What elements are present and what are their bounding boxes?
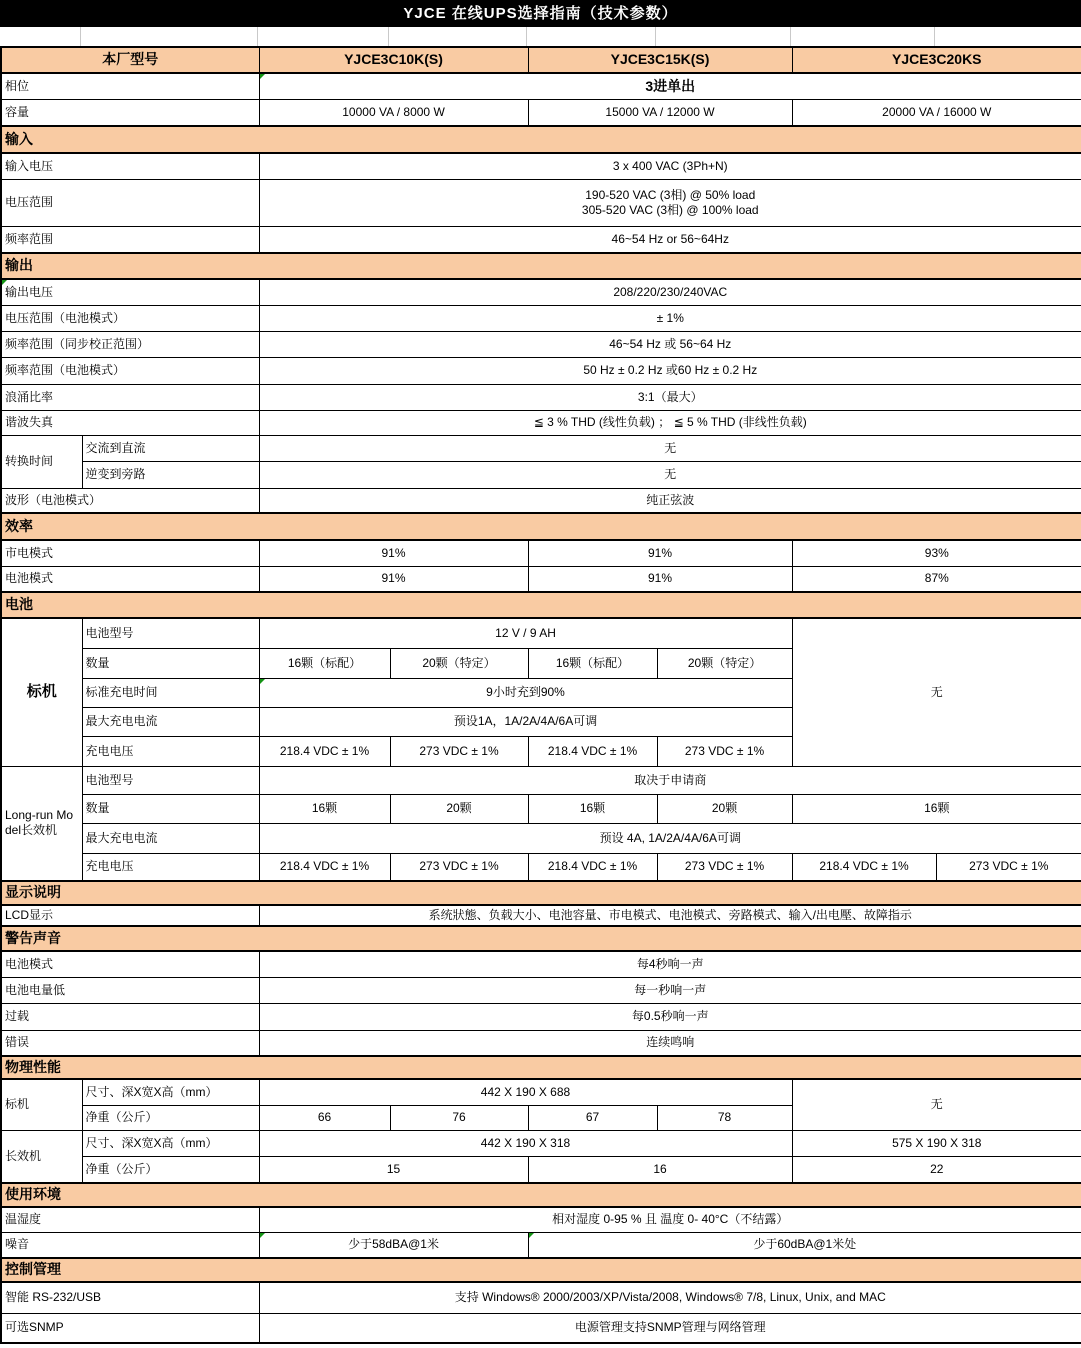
battery-std-qty-4: 20颗（特定） [657, 648, 792, 678]
battery-lr-cv-4: 273 VDC ± 1% [657, 853, 792, 881]
row-temp-humidity [1, 1207, 1081, 1232]
transfer-sub2-value: 无 [259, 461, 1081, 488]
physical-std-dim-value: 442 X 190 X 688 [259, 1079, 792, 1105]
efficiency-batt-1: 91% [259, 566, 528, 592]
header-model-3: YJCE3C20KS [792, 47, 1081, 73]
row-battery-std-type [1, 618, 1081, 648]
capacity-value-1: 10000 VA / 8000 W [259, 99, 528, 126]
alarm-fault-value: 连续鸣响 [259, 1030, 1081, 1056]
row-output-frequency-batt [1, 357, 1081, 384]
output-vrange-value: ± 1% [259, 305, 1081, 331]
grid-line [388, 27, 389, 46]
cell-flag-icon [529, 1233, 534, 1238]
ups-spec-table [0, 46, 1081, 1344]
alarm-batt-label: 电池模式 [1, 951, 259, 977]
cell-flag-icon [260, 679, 265, 684]
input-voltage-range-value [259, 179, 1081, 226]
physical-lr-weight-3: 22 [792, 1156, 1081, 1183]
row-rs232 [1, 1282, 1081, 1313]
battery-lr-type-label: 电池型号 [82, 766, 259, 794]
snmp-label: 可选SNMP [1, 1313, 259, 1343]
section-input: 输入 [1, 126, 1081, 153]
row-physical-std-dim [1, 1079, 1081, 1105]
output-frange-sync-value: 46~54 Hz 或 56~64 Hz [259, 331, 1081, 357]
efficiency-ac-3: 93% [792, 540, 1081, 566]
battery-std-charge-current-label: 最大充电电流 [82, 707, 259, 736]
transfer-sub2-label: 逆变到旁路 [82, 461, 259, 488]
battery-lr-qty-2: 20颗 [390, 794, 528, 823]
battery-std-cv-2: 273 VDC ± 1% [390, 736, 528, 766]
row-alarm-overload [1, 1003, 1081, 1030]
battery-std-type-value: 12 V / 9 AH [259, 618, 792, 648]
header-model-2: YJCE3C15K(S) [528, 47, 792, 73]
rs232-label: 智能 RS-232/USB [1, 1282, 259, 1313]
surge-label: 浪涌比率 [1, 384, 259, 410]
physical-lr-dim-value: 442 X 190 X 318 [259, 1130, 792, 1156]
section-row-physical [1, 1056, 1081, 1079]
battery-std-type-label: 电池型号 [82, 618, 259, 648]
row-physical-lr-weight [1, 1156, 1081, 1183]
input-frequency-label: 频率范围 [1, 226, 259, 253]
section-efficiency: 效率 [1, 513, 1081, 540]
battery-lr-qty-3: 16颗 [528, 794, 657, 823]
battery-lr-charge-current-label: 最大充电电流 [82, 823, 259, 853]
output-vrange-label: 电压范围（电池模式） [1, 305, 259, 331]
alarm-low-label: 电池电量低 [1, 977, 259, 1003]
page-title: YJCE 在线UPS选择指南（技术参数） [0, 0, 1081, 27]
table-header-row [1, 47, 1081, 73]
efficiency-batt-label: 电池模式 [1, 566, 259, 592]
header-model-label: 本厂型号 [1, 47, 259, 73]
output-frange-sync-label: 频率范围（同步校正范围） [1, 331, 259, 357]
section-management: 控制管理 [1, 1258, 1081, 1282]
physical-lr-dim-label: 尺寸、深X宽X高（mm） [82, 1130, 259, 1156]
row-alarm-batt [1, 951, 1081, 977]
physical-std-weight-3: 67 [528, 1105, 657, 1130]
row-transfer-ac-dc [1, 435, 1081, 461]
physical-std-weight-4: 78 [657, 1105, 792, 1130]
section-row-display [1, 881, 1081, 905]
noise-value-2: 少于60dBA@1米处 [528, 1232, 1081, 1258]
temp-humidity-label: 温湿度 [1, 1207, 259, 1232]
section-row-efficiency [1, 513, 1081, 540]
grid-line [934, 27, 935, 46]
cell-flag-icon [260, 74, 265, 79]
grid-line [257, 27, 258, 46]
efficiency-ac-2: 91% [528, 540, 792, 566]
row-alarm-fault [1, 1030, 1081, 1056]
physical-std-group-label: 标机 [1, 1079, 82, 1130]
alarm-low-value: 每一秒响一声 [259, 977, 1081, 1003]
battery-std-qty-3: 16颗（标配） [528, 648, 657, 678]
battery-std-none: 无 [792, 618, 1081, 766]
row-lcd [1, 905, 1081, 926]
row-efficiency-batt [1, 566, 1081, 592]
section-physical: 物理性能 [1, 1056, 1081, 1079]
efficiency-ac-1: 91% [259, 540, 528, 566]
efficiency-ac-label: 市电模式 [1, 540, 259, 566]
battery-longrun-group-label: Long-run Model长效机 [1, 766, 82, 881]
grid-line [655, 27, 656, 46]
battery-lr-cv-2: 273 VDC ± 1% [390, 853, 528, 881]
surge-value: 3:1（最大） [259, 384, 1081, 410]
thd-value: ≦ 3 % THD (线性负载) ； ≦ 5 % THD (非线性负载) [259, 410, 1081, 435]
input-voltage-value: 3 x 400 VAC (3Ph+N) [259, 153, 1081, 179]
thd-label: 谐波失真 [1, 410, 259, 435]
section-row-input [1, 126, 1081, 153]
physical-std-weight-2: 76 [390, 1105, 528, 1130]
section-alarm: 警告声音 [1, 926, 1081, 951]
alarm-fault-label: 错误 [1, 1030, 259, 1056]
battery-lr-cv-5: 218.4 VDC ± 1% [792, 853, 936, 881]
section-display: 显示说明 [1, 881, 1081, 905]
capacity-label: 容量 [1, 99, 259, 126]
grid-line [790, 27, 791, 46]
battery-lr-qty-4: 20颗 [657, 794, 792, 823]
output-voltage-label: 输出电压 [1, 279, 259, 305]
row-input-frequency-range [1, 226, 1081, 253]
transfer-sub1-value: 无 [259, 435, 1081, 461]
alarm-overload-label: 过载 [1, 1003, 259, 1030]
battery-std-cv-4: 273 VDC ± 1% [657, 736, 792, 766]
physical-lr-weight-label: 净重（公斤） [82, 1156, 259, 1183]
physical-lr-dim-value-3: 575 X 190 X 318 [792, 1130, 1081, 1156]
row-thd [1, 410, 1081, 435]
battery-std-qty-2: 20颗（特定） [390, 648, 528, 678]
row-transfer-inv-bypass [1, 461, 1081, 488]
section-row-environment [1, 1183, 1081, 1207]
cell-flag-icon [2, 280, 7, 285]
row-capacity [1, 99, 1081, 126]
noise-label: 噪音 [1, 1232, 259, 1258]
row-waveform [1, 488, 1081, 513]
transfer-sub1-label: 交流到直流 [82, 435, 259, 461]
row-output-voltage-range [1, 305, 1081, 331]
battery-lr-cv-3: 218.4 VDC ± 1% [528, 853, 657, 881]
physical-std-weight-label: 净重（公斤） [82, 1105, 259, 1130]
physical-lr-weight-2: 16 [528, 1156, 792, 1183]
physical-lr-weight-1: 15 [259, 1156, 528, 1183]
section-row-output [1, 253, 1081, 279]
efficiency-batt-3: 87% [792, 566, 1081, 592]
section-output: 输出 [1, 253, 1081, 279]
battery-std-charge-time-value: 9小时充到90% [259, 678, 792, 707]
capacity-value-2: 15000 VA / 12000 W [528, 99, 792, 126]
row-battery-lr-charge-current [1, 823, 1081, 853]
temp-humidity-value: 相对湿度 0-95 % 且 温度 0- 40°C（不结露） [259, 1207, 1081, 1232]
physical-std-none: 无 [792, 1079, 1081, 1130]
battery-std-cv-3: 218.4 VDC ± 1% [528, 736, 657, 766]
transfer-time-label: 转换时间 [1, 435, 82, 488]
row-efficiency-ac [1, 540, 1081, 566]
row-input-voltage [1, 153, 1081, 179]
snmp-value: 电源管理支持SNMP管理与网络管理 [259, 1313, 1081, 1343]
section-battery: 电池 [1, 592, 1081, 618]
row-battery-lr-type [1, 766, 1081, 794]
input-range-line2: 305-520 VAC (3相) @ 100% load [581, 202, 759, 217]
rs232-value: 支持 Windows® 2000/2003/XP/Vista/2008, Windows® 7/8, Linux, Unix, and MAC [259, 1282, 1081, 1313]
row-output-frequency-sync [1, 331, 1081, 357]
row-output-voltage [1, 279, 1081, 305]
battery-lr-charge-current-value: 预设 4A, 1A/2A/4A/6A可调 [259, 823, 1081, 853]
grid-line [526, 27, 527, 46]
alarm-overload-value: 每0.5秒响一声 [259, 1003, 1081, 1030]
row-phase [1, 73, 1081, 99]
header-model-1: YJCE3C10K(S) [259, 47, 528, 73]
section-row-alarm [1, 926, 1081, 951]
efficiency-batt-2: 91% [528, 566, 792, 592]
battery-lr-qty-1: 16颗 [259, 794, 390, 823]
physical-lr-group-label: 长效机 [1, 1130, 82, 1183]
cell-flag-icon [260, 1233, 265, 1238]
battery-lr-qty-label: 数量 [82, 794, 259, 823]
section-row-battery [1, 592, 1081, 618]
output-frange-batt-value: 50 Hz ± 0.2 Hz 或60 Hz ± 0.2 Hz [259, 357, 1081, 384]
battery-lr-cv-1: 218.4 VDC ± 1% [259, 853, 390, 881]
battery-std-charge-current-value: 预设1A，1A/2A/4A/6A可调 [259, 707, 792, 736]
section-row-management [1, 1258, 1081, 1282]
phase-label: 相位 [1, 73, 259, 99]
lcd-value: 系统狀態、负载大小、电池容量、市电模式、电池模式、旁路模式、输入/出电壓、故障指示 [259, 905, 1081, 926]
battery-lr-type-value: 取决于申请商 [259, 766, 1081, 794]
physical-std-dim-label: 尺寸、深X宽X高（mm） [82, 1079, 259, 1105]
row-alarm-low [1, 977, 1081, 1003]
input-range-line1: 190-520 VAC (3相) @ 50% load [585, 187, 756, 202]
noise-value-1: 少于58dBA@1米 [259, 1232, 528, 1258]
row-battery-lr-qty [1, 794, 1081, 823]
input-voltage-range-label: 电压范围 [1, 179, 259, 226]
row-snmp [1, 1313, 1081, 1343]
row-noise [1, 1232, 1081, 1258]
input-frequency-value: 46~54 Hz or 56~64Hz [259, 226, 1081, 253]
battery-std-charge-time-label: 标准充电时间 [82, 678, 259, 707]
grid-line [80, 27, 81, 46]
row-input-voltage-range [1, 179, 1081, 226]
bottom-margin [0, 1344, 1081, 1348]
capacity-value-3: 20000 VA / 16000 W [792, 99, 1081, 126]
battery-std-qty-1: 16颗（标配） [259, 648, 390, 678]
lcd-label: LCD显示 [1, 905, 259, 926]
section-environment: 使用环境 [1, 1183, 1081, 1207]
battery-std-cv-1: 218.4 VDC ± 1% [259, 736, 390, 766]
battery-std-charge-voltage-label: 充电电压 [82, 736, 259, 766]
battery-lr-qty-5: 16颗 [792, 794, 1081, 823]
spreadsheet-gap-row [0, 27, 1081, 46]
alarm-batt-value: 每4秒响一声 [259, 951, 1081, 977]
input-voltage-label: 输入电压 [1, 153, 259, 179]
physical-std-weight-1: 66 [259, 1105, 390, 1130]
row-battery-lr-charge-voltage [1, 853, 1081, 881]
row-surge-ratio [1, 384, 1081, 410]
battery-std-qty-label: 数量 [82, 648, 259, 678]
phase-value: 3进单出 [259, 73, 1081, 99]
output-frange-batt-label: 频率范围（电池模式） [1, 357, 259, 384]
battery-lr-cv-6: 273 VDC ± 1% [936, 853, 1081, 881]
row-physical-lr-dim [1, 1130, 1081, 1156]
battery-lr-charge-voltage-label: 充电电压 [82, 853, 259, 881]
battery-std-group-label: 标机 [1, 618, 82, 766]
waveform-label: 波形（电池模式） [1, 488, 259, 513]
output-voltage-value: 208/220/230/240VAC [259, 279, 1081, 305]
waveform-value: 纯正弦波 [259, 488, 1081, 513]
